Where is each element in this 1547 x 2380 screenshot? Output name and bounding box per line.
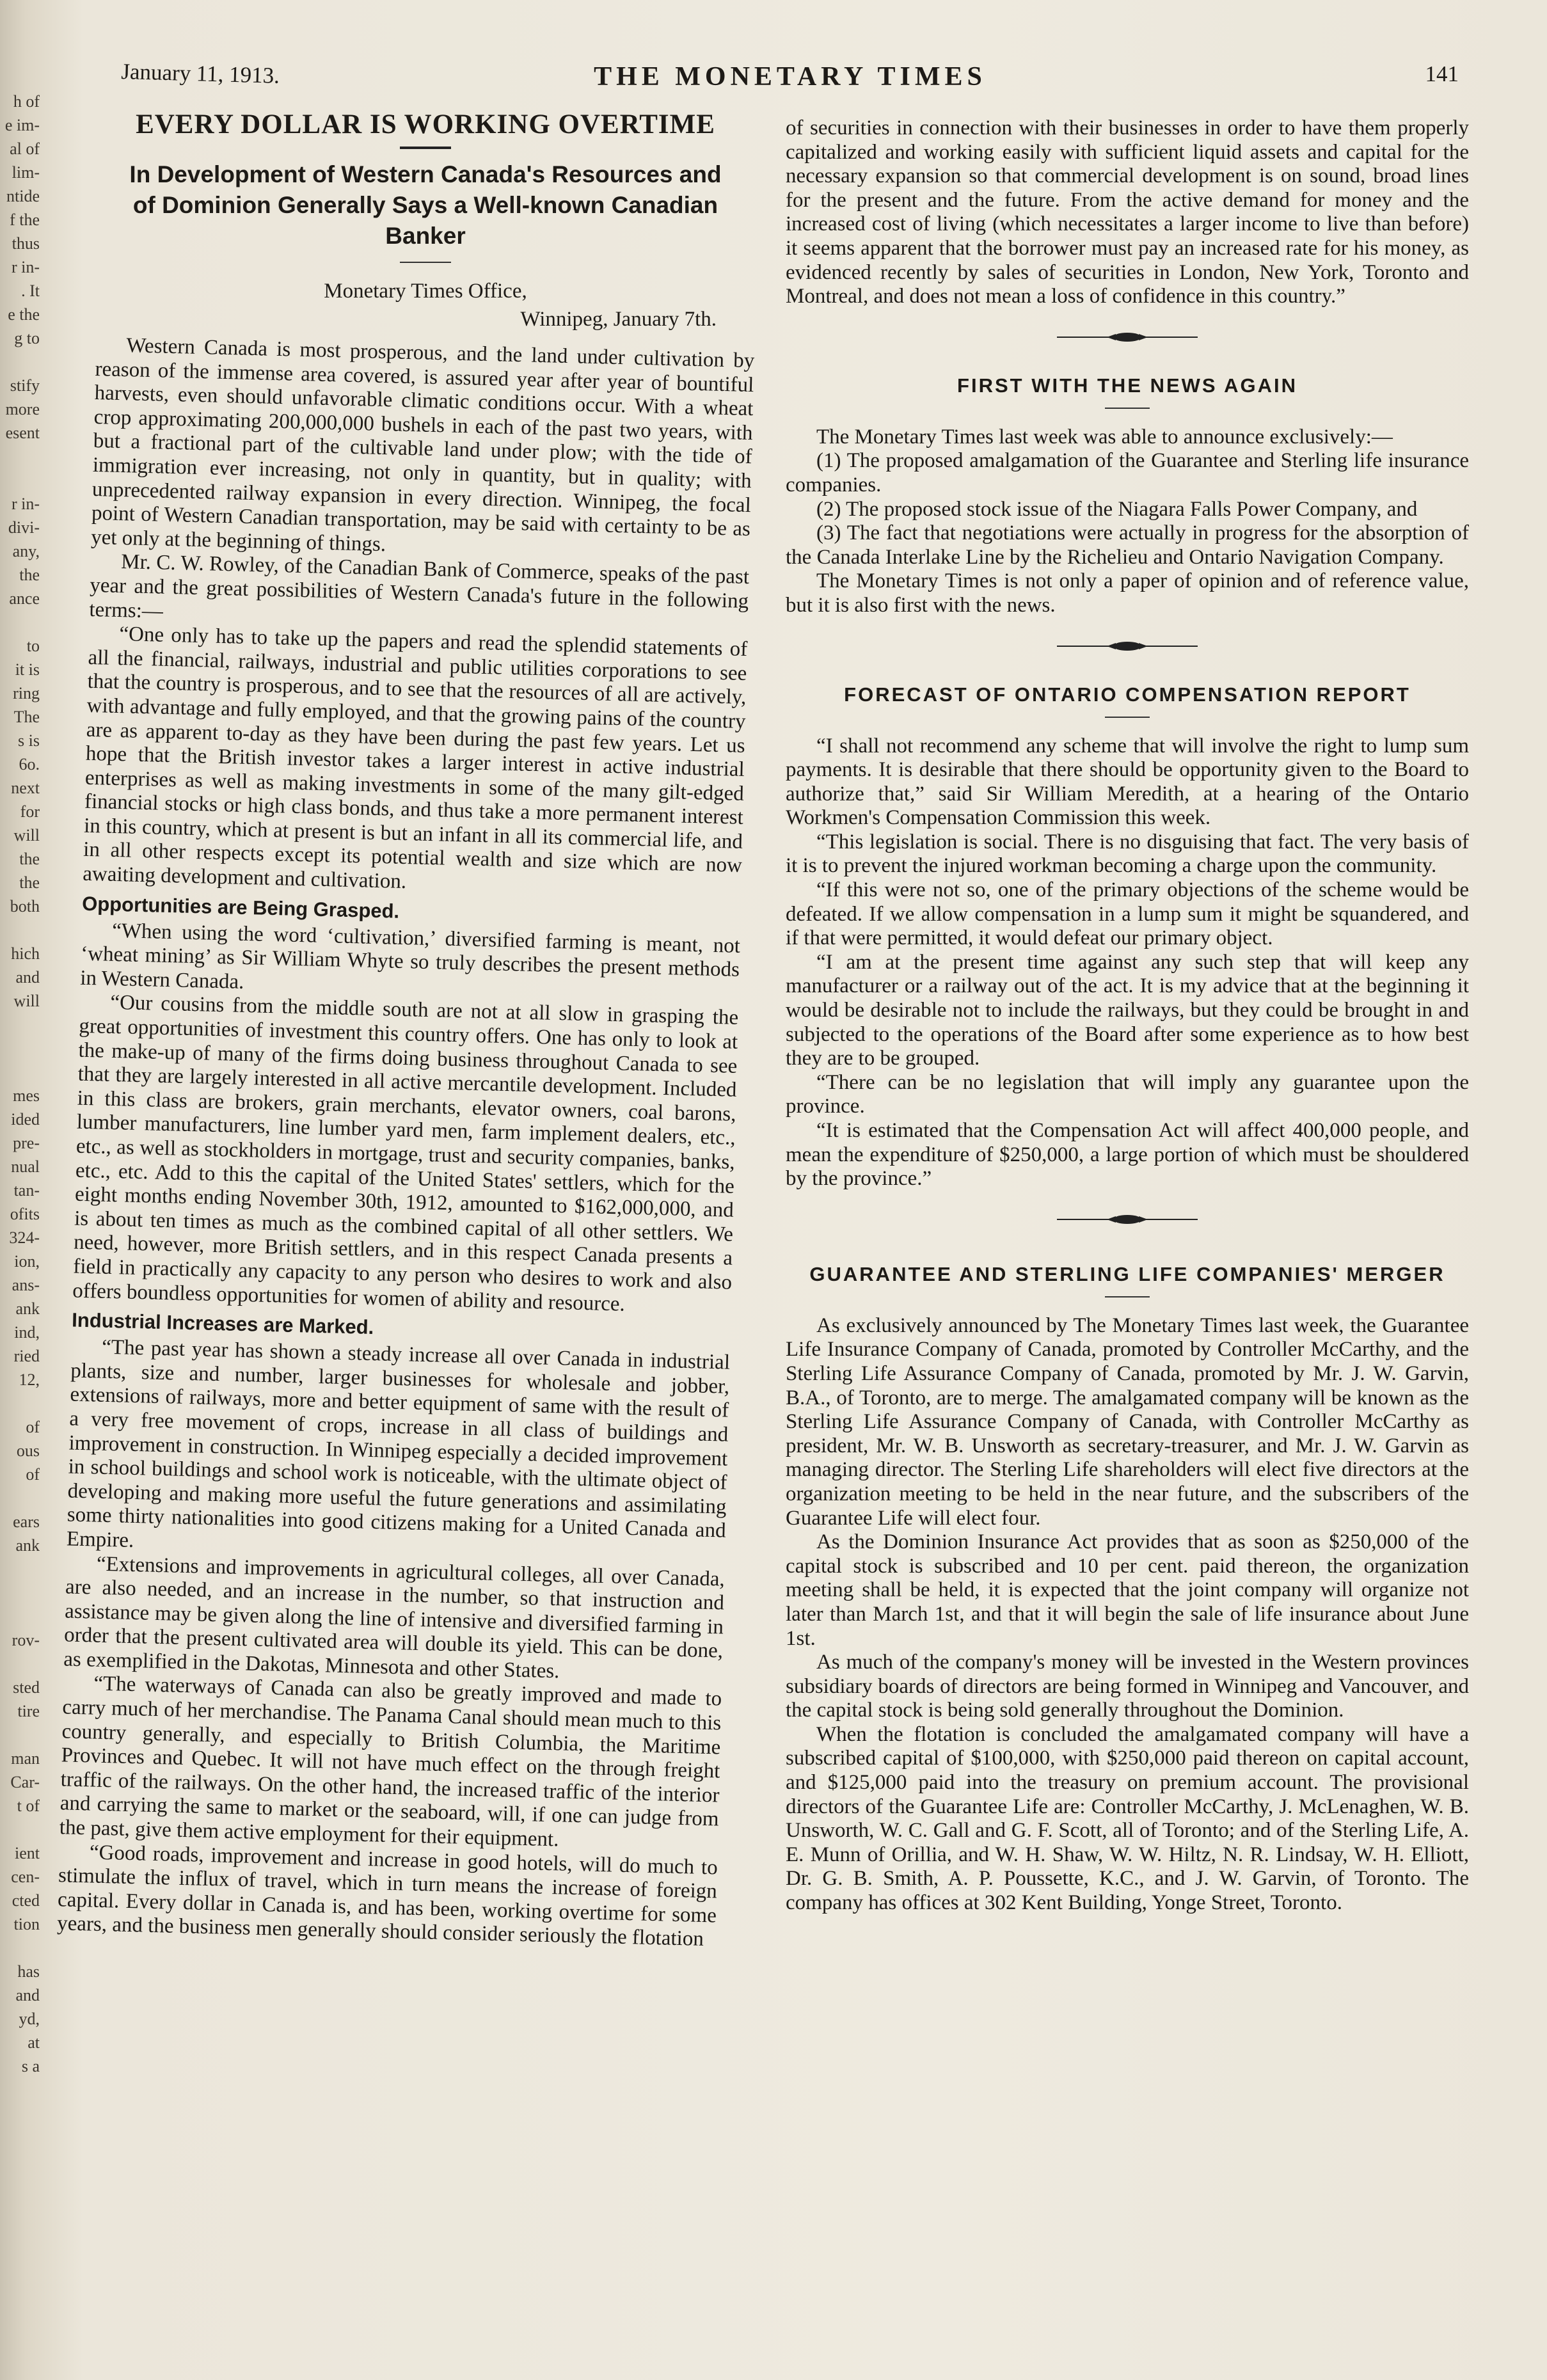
heading-rule — [1105, 717, 1150, 718]
gutter-fragment: s a — [21, 2057, 40, 2075]
gutter-fragment: ind, — [14, 1323, 40, 1342]
heading-rule — [1105, 408, 1150, 409]
paragraph: (3) The fact that negotiations were actually in progress for the absorption of the Canada Interlake Line by the Richelieu and Ontario Navigation Company. — [786, 521, 1469, 569]
gutter-fragment: Car- — [10, 1773, 40, 1791]
gutter-fragment — [0, 445, 44, 468]
right-column — [786, 116, 1469, 1916]
gutter-fragment: e im- — [4, 116, 40, 134]
section-heading-first-news: FIRST WITH THE NEWS AGAIN — [957, 374, 1297, 397]
paragraph: As the Dominion Insurance Act provides that as soon as $250,000 of the capital stock is subscribed and 10 per cent. paid thereon, the organization meeting shall be held, it is expected that the joint company will organize not later than March 1st, and that it will begin the sale of life insurance about June 1st. — [786, 1530, 1469, 1650]
gutter-fragment: next — [11, 779, 40, 797]
gutter-fragment: nual — [11, 1157, 40, 1176]
gutter-fragment: the — [19, 850, 40, 868]
ornament-divider — [786, 324, 1469, 350]
gutter-fragment: has — [17, 1962, 40, 1981]
gutter-fragment — [0, 1936, 44, 1960]
paragraph: As exclusively announced by The Monetary Times last week, the Guarantee Life Insurance Company of Canada, promoted by Controller McCarthy, and the Sterling Life Assurance Company of Canada, promoted by Mr. J. W. Garvin, B.A., of Toronto, are to merge. The amalgamated company will be known as the Sterling Life Assurance Company of Canada, with Controller McCarthy as president, Mr. W. B. Unsworth as secretary-treasurer, and Mr. J. W. Garvin as managing director. The Sterling Life shareholders will elect five directors at the organization meeting to be held in the near future, and the subscribers of the Guarantee Life will elect four. — [786, 1313, 1469, 1530]
gutter-fragment: ans- — [12, 1276, 40, 1294]
gutter-fragment — [0, 1581, 44, 1605]
section-heading-merger: GUARANTEE AND STERLING LIFE COMPANIES' MERGER — [809, 1262, 1445, 1285]
title-rule — [400, 147, 451, 149]
gutter-fragment: ided — [11, 1110, 40, 1129]
gutter-fragment: sted — [13, 1678, 40, 1697]
section-heading: Industrial Increases are Marked. — [71, 1308, 374, 1339]
gutter-fragment: lim- — [12, 163, 40, 182]
paragraph: “I am at the present time against any such step that will keep any manufacturer or a railway out of the act. It is my advice that at the beginning it would be desirable not to include the railways, but they could be brought in and subjected to the operations of the Board after some experience as to how best they are to be grouped. — [786, 950, 1469, 1070]
paragraph: When the flotation is concluded the amalgamated company will have a subscribed capital of $100,000, with $250,000 paid thereon on capital account, and $125,000 paid into the treasury on premium account. The provisional directors of the Guarantee Life are: Controller McCarthy, J. McLenaghen, W. B. Unsworth, W. C. Gall and G. F. Scott, all of Toronto; and of the Sterling Life, A. E. Munn of Orillia, and W. H. Shaw, W. W. Hiltz, N. R. Lindsay, W. H. Elliott, Dr. G. B. Smith, A. P. Poussette, K.C., and J. W. Garvin, of Toronto. The company has offices at 302 Kent Building, Yonge Street, Toronto. — [786, 1722, 1469, 1915]
gutter-fragment: and — [15, 968, 40, 987]
ornament-divider — [786, 633, 1469, 659]
gutter-fragment: to — [26, 637, 40, 655]
gutter-fragment: f the — [10, 210, 40, 229]
gutter-fragment: ank — [15, 1536, 40, 1555]
gutter-fragment: 12, — [19, 1370, 40, 1389]
paragraph: “When using the word ‘cultivation,’ diversified farming is meant, not ‘wheat mining’ as Sir William Whyte so truly describes the present methods in Western Canada. — [79, 919, 741, 994]
gutter-fragment: tire — [17, 1702, 40, 1720]
gutter-fragment: of — [26, 1465, 40, 1484]
gutter-fragment — [0, 1392, 44, 1415]
gutter-fragment: g to — [14, 329, 40, 347]
paragraph: The Monetary Times is not only a paper of opinion and of reference value, but it is also first with the news. — [786, 569, 1469, 617]
gutter-fragment: yd, — [19, 2010, 40, 2028]
publication-title: THE MONETARY TIMES — [594, 62, 987, 91]
gutter-fragment: pre- — [13, 1134, 40, 1152]
gutter-fragment — [0, 1486, 44, 1510]
gutter-fragment — [0, 1723, 44, 1747]
gutter-fragment: will — [13, 826, 40, 845]
paragraph: “Good roads, improvement and increase in good hotels, will do much to stimulate the influx of travel, which in turn means the increase of foreign capital. Every dollar in Canada is, and has been, working overtime for some years, and the business men generally should consider seriously the flotation — [56, 1841, 718, 1951]
gutter-fragment: mes — [13, 1086, 40, 1105]
gutter-fragment — [0, 918, 44, 942]
gutter-fragment: both — [10, 897, 40, 916]
paragraph: “It is estimated that the Compensation Act will affect 400,000 people, and mean the expenditure of $250,000, a large portion of which must be shouldered by the province.” — [786, 1119, 1469, 1191]
gutter-fragment: it is — [15, 660, 40, 679]
gutter-fragment: divi- — [8, 518, 40, 537]
gutter-fragment: ntide — [6, 187, 40, 205]
gutter-fragment — [0, 610, 44, 634]
gutter-fragment — [0, 1060, 44, 1084]
gutter-fragment — [0, 468, 44, 492]
gutter-fragment: r in- — [11, 258, 40, 276]
page-header — [122, 59, 1459, 97]
paragraph: “The waterways of Canada can also be greatly improved and made to carry much of her merchandise. The Panama Canal should mean much to this country generally, and especially to British Columbia, the Maritime Provinces and Quebec. It will not have much effect on the through freight traffic of the railways. On the other hand, the increased traffic of the interior and carrying the same to market or the seaboard, will, if one can judge from the past, give them active employment for their equipment. — [59, 1672, 722, 1852]
gutter-fragment: t of — [17, 1797, 40, 1815]
gutter-fragment: r in- — [11, 495, 40, 513]
gutter-fragment: hich — [11, 944, 40, 963]
adjacent-page-gutter — [0, 90, 44, 2367]
paragraph: Mr. C. W. Rowley, of the Canadian Bank of Commerce, speaks of the past year and the great possibilities of Western Canada's future in the following terms:— — [89, 550, 750, 623]
section-heading-compensation: FORECAST OF ONTARIO COMPENSATION REPORT — [844, 683, 1411, 706]
gutter-fragment: cted — [12, 1891, 40, 1910]
paragraph: “This legislation is social. There is no disguising that fact. The very basis of it is to prevent the injured workman becoming a charge upon the community. — [786, 830, 1469, 878]
gutter-fragment — [0, 1818, 44, 1841]
gutter-fragment: ring — [13, 684, 40, 702]
gutter-fragment — [0, 1605, 44, 1628]
gutter-fragment: and — [15, 1986, 40, 2004]
gutter-fragment — [0, 1013, 44, 1036]
gutter-fragment: for — [20, 802, 40, 821]
gutter-fragment: ears — [13, 1512, 40, 1531]
gutter-fragment: ion, — [14, 1252, 40, 1271]
paragraph: As much of the company's money will be invested in the Western provinces subsidiary boards of directors are being formed in Winnipeg and Vancouver, and the capital stock is being sold generally throughout the Dominion. — [786, 1651, 1469, 1722]
gutter-fragment: thus — [12, 234, 40, 253]
paragraph: “If this were not so, one of the primary objections of the scheme would be defeated. If we allow compensation in a lump sum it might be squandered, and if that were permitted, it would defeat our primary object. — [786, 878, 1469, 950]
gutter-fragment: al of — [10, 139, 40, 158]
dateline-place: Winnipeg, January 7th. — [520, 308, 717, 331]
gutter-fragment: . It — [21, 282, 40, 300]
gutter-fragment: rov- — [12, 1631, 40, 1649]
gutter-fragment: any, — [12, 542, 40, 560]
gutter-fragment: tan- — [13, 1181, 40, 1200]
gutter-fragment: 6o. — [19, 755, 40, 774]
left-column — [56, 109, 755, 1951]
article-title: EVERY DOLLAR IS WORKING OVERTIME — [136, 109, 715, 139]
gutter-fragment: cen- — [11, 1868, 40, 1886]
gutter-fragment — [0, 350, 44, 374]
paragraph: “The past year has shown a steady increase all over Canada in industrial plants, size and number, larger businesses for wholesale and jobber, extensions of railways, more and better equipment of same with the result of a very free movement of crops, increase in all class of buildings and improvement in construction. In Winnipeg especially a decided improvement in school buildings and school work is noticeable, with the ultimate object of developing and making more useful the future generations and assimilating some thirty nationalities into good citizens making for a United Canada and Empire. — [66, 1335, 731, 1552]
paragraph: “Extensions and improvements in agricultural colleges, all over Canada, are also needed, and an increase in the number, so that instruction and assistance may be given along the line of intensive and diversified farming in order that the present cultivated area will double its yield. This can be done, as exemplified in the Dakotas, Minnesota and other States. — [63, 1552, 726, 1683]
paragraph: The Monetary Times last week was able to announce exclusively:— — [816, 425, 1393, 448]
paragraph: “There can be no legislation that will imply any guarantee upon the province. — [786, 1070, 1469, 1118]
section-heading: Opportunities are Being Grasped. — [81, 892, 400, 923]
gutter-fragment: h of — [13, 92, 40, 111]
paragraph: “One only has to take up the papers and read the splendid statements of all the financial, railways, industrial and public utilities corporations to see that the country is prosperous, and to see that the resources of all are actively, with advantage and fully employed, and that the growing pains of the country are as apparent to-day as they have been during the past few years. Let us hope that the British investor takes a larger interest in active industrial enterprises as well as making investments in some of the many gilt-edged financial stocks or high class bonds, and thus take a more permanent interest in this country, which at present is but an infant in all its commercial life, and in all other respects except its potential wealth and size which are now awaiting development and cultivation. — [82, 623, 748, 894]
paragraph: Western Canada is most prosperous, and the land under cultivation by reason of the immense area covered, is assured year after year of bountiful harvests, even should unfavorable climatic conditions occur. With a wheat crop approximating 200,000,000 bushels in each of the past two years, with but a fractional part of the cultivable land under plow; with the tide of immigration ever increasing, not only in quantity, but in quality; with unprecedented railway expansion in every direction. Winnipeg, the focal point of Western Canadian transportation, may be said with certainty to be as yet only at the beginning of things. — [90, 334, 755, 556]
gutter-fragment — [0, 1036, 44, 1060]
gutter-fragment: stify — [10, 376, 40, 395]
article-subhead: In Development of Western Canada's Resources and of Dominion Generally Says a Well-known Canadian Banker — [129, 161, 722, 249]
gutter-fragment: ank — [15, 1299, 40, 1318]
gutter-fragment: will — [13, 992, 40, 1010]
continued-paragraph: of securities in connection with their businesses in order to have them properly capitalized and working easily with sufficient liquid assets and capital for the necessary expansion so that commercial development is on sound, broad lines for the present and the future. From the active demand for money and the increased cost of living (which necessitates a larger income to live than before) it seems apparent that the borrower must pay an increased rate for his money, as evidenced recently by sales of securities in London, New York, Toronto and Montreal, and does not mean a loss of confidence in this country.” — [786, 116, 1469, 308]
gutter-fragment: man — [11, 1749, 40, 1768]
gutter-fragment: ance — [9, 589, 40, 608]
page-number: 141 — [1425, 61, 1459, 86]
gutter-fragment — [0, 1557, 44, 1581]
gutter-fragment: ofits — [10, 1205, 40, 1223]
gutter-fragment: ient — [15, 1844, 40, 1862]
dateline-office: Monetary Times Office, — [324, 280, 527, 303]
gutter-fragment: tion — [13, 1915, 40, 1933]
gutter-fragment: the — [19, 566, 40, 584]
gutter-fragment: e the — [8, 305, 40, 324]
subhead-rule — [400, 262, 451, 263]
issue-date: January 11, 1913. — [120, 59, 280, 88]
heading-rule — [1105, 1296, 1150, 1297]
gutter-fragment: more — [5, 400, 40, 418]
dateline — [96, 277, 755, 333]
gutter-fragment: at — [28, 2033, 40, 2052]
ornament-divider — [786, 1207, 1469, 1232]
article-body — [57, 333, 755, 1952]
gutter-fragment: ried — [13, 1347, 40, 1365]
paragraph: “Our cousins from the middle south are not at all slow in grasping the great opportunities of investment this country offers. One has only to look at the make-up of many of the firms doing business throughout Canada to see that they are largely interested in all active mercantile development. Included in this class are brokers, grain merchants, elevator owners, coal barons, lumber manufacturers, line lumber yard men, farm implement dealers, etc., etc., as well as stockholders in mortgage, trust and security companies, banks, etc., etc. Add to this the capital of the United States' settlers, which for the eight months ending November 30th, 1912, amounted to $162,000,000, and is about ten times as much as the combined capital of all other settlers. We need, however, more British settlers, and in this respect Canada presents a field in practically any capacity to any person who desires to work and also offers boundless opportunities for women of ability and resource. — [72, 991, 739, 1316]
gutter-fragment: ous — [16, 1441, 40, 1460]
gutter-fragment: the — [19, 873, 40, 892]
paragraph: (2) The proposed stock issue of the Niagara Falls Power Company, and — [816, 497, 1418, 521]
paragraph: (1) The proposed amalgamation of the Guarantee and Sterling life insurance companies. — [786, 449, 1469, 496]
gutter-fragment: The — [13, 708, 40, 726]
paragraph: “I shall not recommend any scheme that will involve the right to lump sum payments. It is desirable that there should be opportunity given to the Board to authorize that,” said Sir William Meredith, at a hearing of the Ontario Workmen's Compensation Commission this week. — [786, 734, 1469, 830]
gutter-fragment: s is — [18, 731, 40, 750]
gutter-fragment — [0, 1652, 44, 1676]
gutter-fragment: of — [26, 1418, 40, 1436]
gutter-fragment: 324- — [9, 1228, 40, 1247]
gutter-fragment: esent — [5, 424, 40, 442]
